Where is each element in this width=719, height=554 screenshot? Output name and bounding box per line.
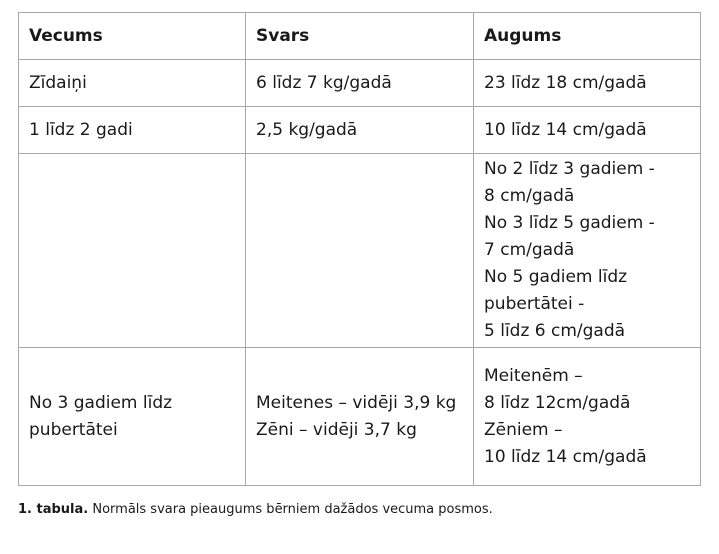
- cell-line: 8 līdz 12cm/gadā: [484, 392, 631, 413]
- column-header-age: Vecums: [19, 13, 246, 60]
- cell-line: No 3 līdz 5 gadiem -: [484, 213, 655, 233]
- cell-weight: [246, 60, 474, 107]
- cell-weight: [246, 107, 474, 154]
- cell-line: 5 līdz 6 cm/gadā: [484, 321, 626, 341]
- cell-line: 1 līdz 2 gadi: [29, 119, 133, 140]
- cell-line: Zēniem –: [484, 419, 563, 440]
- cell-height: [474, 154, 701, 348]
- cell-line: pubertātei -: [484, 294, 585, 314]
- table-row-puberty: [19, 348, 701, 486]
- cell-weight: [246, 348, 474, 486]
- growth-table: [18, 12, 701, 486]
- cell-height: [474, 60, 701, 107]
- cell-line: No 3 gadiem līdz: [29, 392, 173, 413]
- cell-line: 10 līdz 14 cm/gadā: [484, 446, 647, 467]
- cell-age: [19, 348, 246, 486]
- table-row-infants: [19, 60, 701, 107]
- cell-age: [19, 60, 246, 107]
- cell-age: [19, 154, 246, 348]
- cell-height: [474, 107, 701, 154]
- cell-line: Meitenes – vidēji 3,9 kg: [256, 392, 457, 413]
- cell-line: 23 līdz 18 cm/gadā: [484, 72, 647, 93]
- column-header-weight: Svars: [246, 13, 474, 60]
- cell-weight: [246, 154, 474, 348]
- table-header-row: [19, 13, 701, 60]
- cell-line: 8 cm/gadā: [484, 186, 575, 206]
- cell-line: 6 līdz 7 kg/gadā: [256, 72, 392, 93]
- cell-age: [19, 107, 246, 154]
- cell-line: Zēni – vidēji 3,7 kg: [256, 419, 417, 440]
- table-row-age-ranges: [19, 154, 701, 348]
- caption-text: Normāls svara pieaugums bērniem dažādos vecuma posmos.: [88, 502, 493, 517]
- cell-line: Zīdaiņi: [29, 72, 87, 93]
- cell-line: No 2 līdz 3 gadiem -: [484, 159, 655, 179]
- cell-height: [474, 348, 701, 486]
- column-header-height: Augums: [474, 13, 701, 60]
- cell-line: Meitenēm –: [484, 365, 583, 386]
- cell-line: 2,5 kg/gadā: [256, 119, 358, 140]
- caption-label: 1. tabula.: [18, 502, 89, 517]
- cell-line: pubertātei: [29, 419, 118, 440]
- table-row-toddlers: [19, 107, 701, 154]
- table-caption: [18, 502, 493, 517]
- cell-line: 7 cm/gadā: [484, 240, 575, 260]
- cell-line: No 5 gadiem līdz: [484, 267, 628, 287]
- cell-line: 10 līdz 14 cm/gadā: [484, 119, 647, 140]
